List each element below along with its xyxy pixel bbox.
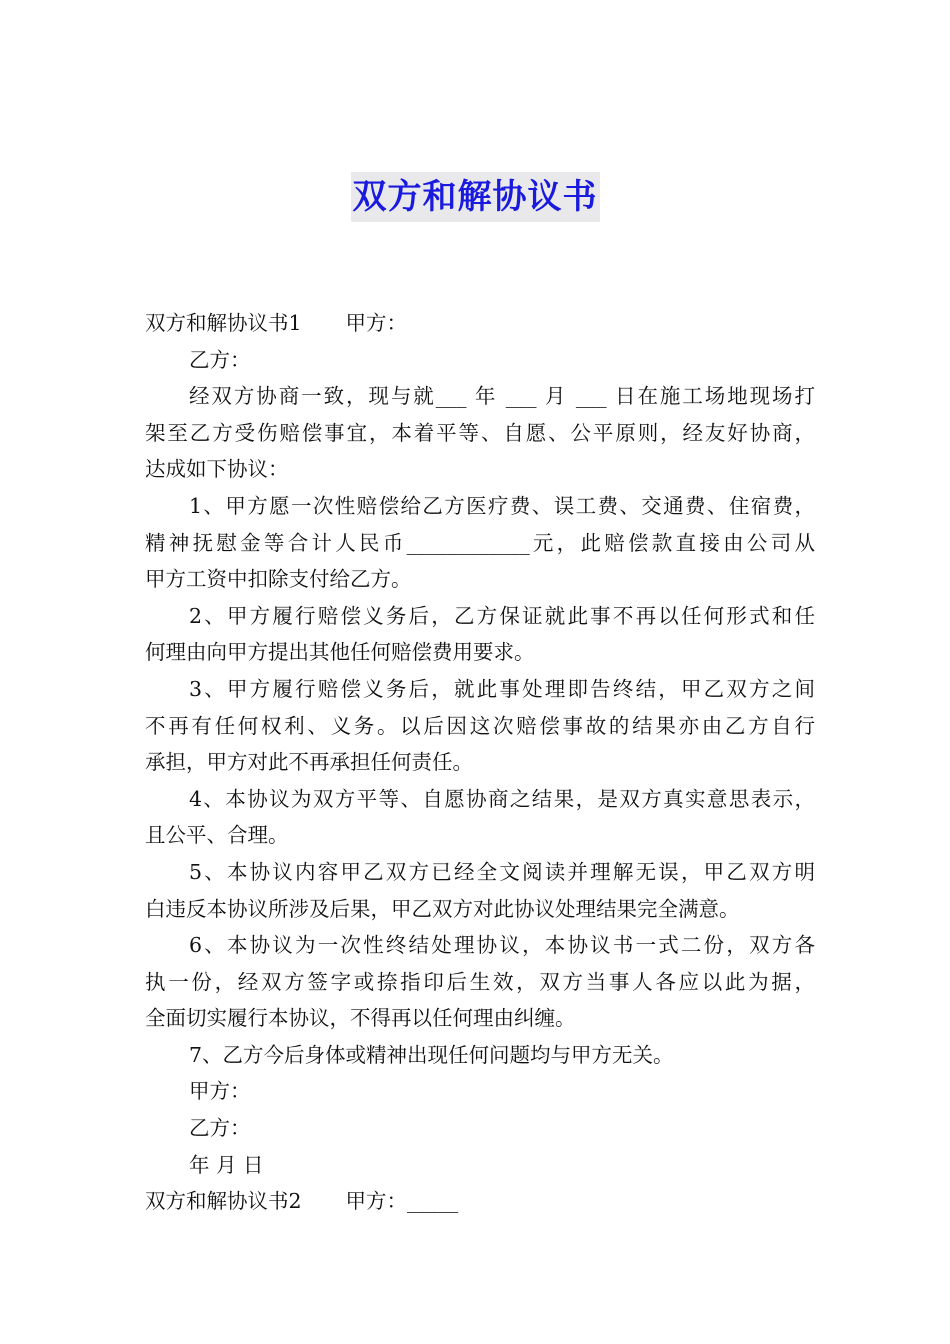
clause-line: 执一份，经双方签字或捺指印后生效，双方当事人各应以此为据， xyxy=(145,969,815,994)
clause-line: 5、本协议内容甲乙双方已经全文阅读并理解无误，甲乙双方明 xyxy=(189,859,815,884)
party-a-label: 甲方： xyxy=(345,311,408,335)
party-a-label: 甲方：_____ xyxy=(345,1189,459,1214)
clause-line: 精神抚慰金等合计人民币____________元，此赔偿款直接由公司从 xyxy=(145,530,815,555)
title-container xyxy=(0,172,950,222)
clause-line: 不再有任何权利、义务。以后因这次赔偿事故的结果亦由乙方自行 xyxy=(145,713,815,738)
clause-line: 6、本协议为一次性终结处理协议，本协议书一式二份，双方各 xyxy=(189,933,815,958)
section-heading-2 xyxy=(145,1183,815,1220)
paragraph-line: 达成如下协议： xyxy=(145,457,289,482)
signature-date: 年 月 日 xyxy=(189,1152,264,1177)
clause-line: 且公平、合理。 xyxy=(145,823,289,848)
clause-line: 3、甲方履行赔偿义务后，就此事处理即告终结，甲乙双方之间 xyxy=(189,676,815,701)
clause-line: 2、甲方履行赔偿义务后，乙方保证就此事不再以任何形式和任 xyxy=(189,603,815,628)
section-title: 双方和解协议书2 xyxy=(145,1189,302,1214)
document-title: 双方和解协议书 xyxy=(351,172,600,222)
clause-line: 1、甲方愿一次性赔偿给乙方医疗费、误工费、交通费、住宿费， xyxy=(189,493,815,518)
signature-party-b: 乙方： xyxy=(189,1116,251,1141)
clause-line: 承担，甲方对此不再承担任何责任。 xyxy=(145,750,473,775)
clause-line: 何理由向甲方提出其他任何赔偿费用要求。 xyxy=(145,640,535,665)
paragraph-line: 乙方： xyxy=(189,347,251,372)
signature-party-a: 甲方： xyxy=(189,1079,251,1104)
section-heading-1 xyxy=(145,305,815,342)
clause-line: 全面切实履行本协议，不得再以任何理由纠缠。 xyxy=(145,1006,576,1031)
clause-line: 白违反本协议所涉及后果，甲乙双方对此协议处理结果完全满意。 xyxy=(145,896,740,921)
clause-line: 7、乙方今后身体或精神出现任何问题均与甲方无关。 xyxy=(189,1042,674,1067)
section-title: 双方和解协议书1 xyxy=(145,311,302,335)
paragraph-line: 经双方协商一致，现与就___ 年 ___ 月 ___ 日在施工场地现场打 xyxy=(189,384,815,409)
document-body xyxy=(145,305,815,1220)
clause-line: 4、本协议为双方平等、自愿协商之结果，是双方真实意思表示， xyxy=(189,786,815,811)
clause-line: 甲方工资中扣除支付给乙方。 xyxy=(145,567,412,592)
paragraph-line: 架至乙方受伤赔偿事宜，本着平等、自愿、公平原则，经友好协商， xyxy=(145,420,815,445)
